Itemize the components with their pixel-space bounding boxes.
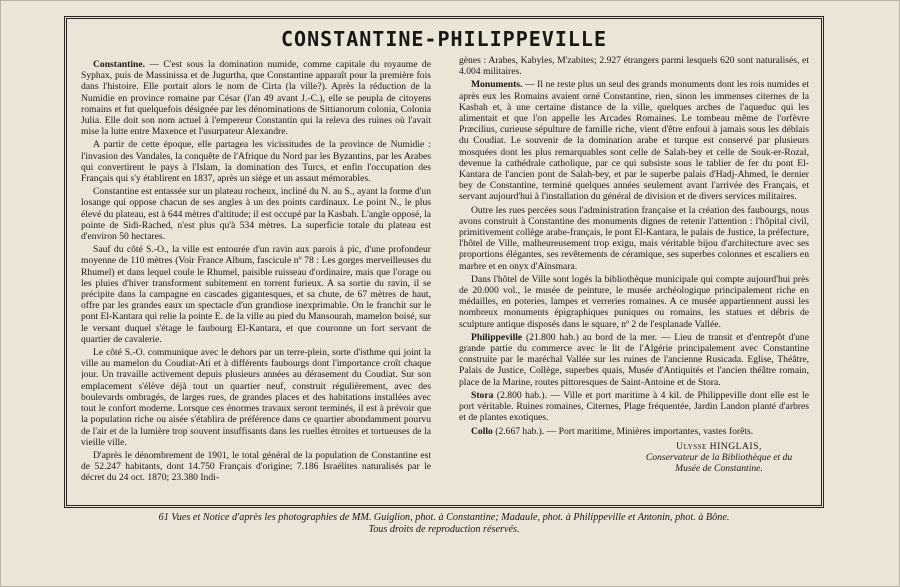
paragraph: Sauf du côté S.-O., la ville est entourée d'un ravin aux parois à pic, d'une profondeur moyenne de 110 mètres (Voir France Album, fascicule nº 78 : Les gorges merveilleuses du Rhumel) et dans lequel coule le Rhumel, paisible ruisseau d'ordinaire, mais que l'orage ou les pluies d'hiver transforment subitement en torrent furieux. A sa sortie du ravin, il se précipite dans la campagne en cascades gigantesques, et sa chute, de 67 mètres de haut, offre par les grandes eaux un spectacle d'un grandiose inexprimable. On le franchit sur le pont El-Kantara qui relie la pointe E. de la ville au pied du Mansourah, mamelon boisé, sur le versant duquel s'étage le faubourg El-Kantara, et que couronne un fort servant de quartier de cavalerie. bbox=[81, 244, 431, 345]
signature bbox=[629, 441, 809, 474]
left-column bbox=[81, 59, 431, 504]
right-column bbox=[459, 55, 809, 495]
paragraph: Monuments. — Il ne reste plus un seul des grands monuments dont les rois numides et après eux les Romains avaient orné Constantine, rien, sinon les immenses citernes de la Kasbah et, à une certaine distance de la ville, quelques arches de l'aqueduc qui les alimentait et que l'on appelle les Arcades Romaines. Le tombeau même de l'orfèvre Præcilius, curieuse sépulture de famille riche, vient d'être enfoui à jamais sous les déblais du Coudiat. Le souvenir de la domination arabe et turque est conservé par plusieurs mosquées dont les plus remarquables sont celle de Salah-bey et celle de Souk-er-Rozal, devenue la cathédrale catholique, par ce qui subsiste sous le tablier de fer du pont El-Kantara de l'ancien pont de Salah-bey, et par le superbe palais d'Hadj-Ahmed, le dernier bey de Constantine, terminé quelques années seulement avant l'arrivée des Français, et servant aujourd'hui à l'installation du général de division et de divers services militaires. bbox=[459, 79, 809, 203]
paragraph: D'après le dénombrement de 1901, le total général de la population de Constantine est de 52.247 habitants, dont 14.750 Français d'origine; 7.186 Israélites naturalisés par le décret du 24 oct. 1870; 23.380 Indi- bbox=[81, 449, 431, 484]
paragraph: Constantine est entassée sur un plateau rocheux, incliné du N. au S., ayant la forme d'un losange qui oppose chacun de ses angles à un des points cardinaux. Le point N., le plus élevé du plateau, est à 644 mètres d'altitude; il est occupé par la Kasbah. L'angle opposé, la pointe de Sidi-Rached, n'est plus qu'à 534 mètres. La superficie totale du plateau est d'environ 50 hectares. bbox=[81, 186, 431, 243]
author-role: Musée de Constantine. bbox=[675, 462, 763, 474]
paragraph: Collo (2.667 hab.). — Port maritime, Minières importantes, vastes forêts. bbox=[471, 425, 754, 437]
author-name: Ulysse HINGLAIS, bbox=[676, 440, 762, 452]
section-heading: Monuments. bbox=[471, 79, 523, 91]
paragraph: Stora (2.800 hab.). — Ville et port maritime à 4 kil. de Philippeville dont elle est le port véritable. Ruines romaines, Citernes, Plage fréquentée, Jardin Landon planté d'arbres et de plantes exotiques. bbox=[459, 389, 809, 424]
paragraph: Dans l'hôtel de Ville sont logés la bibliothèque municipale qui compte aujourd'hui près de 20.000 vol., le musée de peinture, le musée archéologique principalement riche en médailles, en poteries, lampes et verreries romaines. A ce musée appartiennent aussi les nombreux monuments épigraphiques puniques ou romains, les statues et débris de sculpture antique disposés dans le square, nº 2 de l'esplanade Vallée. bbox=[459, 273, 809, 330]
page-title: CONSTANTINE-PHILIPPEVILLE bbox=[280, 27, 608, 51]
paragraph: gènes : Arabes, Kabyles, M'zabites; 2.927 étrangers parmi lesquels 620 sont naturalisés, et 4.004 militaires. bbox=[459, 55, 809, 78]
rights-line: Tous droits de reproduction réservés. bbox=[368, 524, 520, 535]
text-frame bbox=[64, 16, 824, 508]
section-heading: Philippeville bbox=[471, 331, 523, 343]
footer-credits bbox=[64, 512, 824, 536]
credits-line: 61 Vues et Notice d'après les photographies de MM. Guiglion, phot. à Constantine; Madaule, phot. à Philippeville et Antonin, phot. à Bône. bbox=[158, 512, 730, 523]
section-heading: Constantine. bbox=[93, 59, 145, 70]
author-role: Conservateur de la Bibliothèque et du bbox=[645, 451, 793, 463]
section-heading: Stora bbox=[471, 389, 494, 401]
section-heading: Collo bbox=[471, 425, 493, 437]
paragraph: A partir de cette époque, elle partagea les vicissitudes de la province de Numidie : l'invasion des Vandales, la conquête de l'Afrique du Nord par les Byzantins, par les Arabes qui convertirent le pays à l'Islam, la domination des Turcs, et enfin l'occupation des Français qui s'y établirent en 1837, après un siège et un assaut mémorables. bbox=[81, 139, 431, 185]
paragraph: Philippeville (21.800 hab.) au bord de la mer. — Lieu de transit et d'entrepôt d'une grande partie du commerce avec le lit de l'Algérie principalement avec Constantine construite par le maréchal Vallée sur les ruines de l'ancienne Rusicada. Eglise, Théâtre, Palais de Justice, Collège, superbes quais, Musée d'Antiquités et l'ancien théâtre romain, place de la Marine, routes pittoresques de Saint-Antoine et de Stora. bbox=[459, 331, 809, 388]
paragraph: Outre les rues percées sous l'administration française et la création des faubourgs, nous avons construit à Constantine des monuments dignes de retenir l'attention : l'hôpital civil, primitivement collège arabe-français, le pont El-Kantara, le palais de Justice, la préfecture, l'hôtel de Ville, malheureusement trop exigu, mais véritable bijou d'architecture avec ses proportions élégantes, ses revêtements de céramique, ses superbes colonnes et escaliers en marbre et en onyx d'Aïnsmara. bbox=[459, 204, 809, 272]
paragraph: Constantine. — C'est sous la domination numide, comme capitale du royaume de Syphax, puis de Massinissa et de Jugurtha, que Constantine apparaît pour la première fois dans l'histoire. Elle portait alors le nom de Cirta (la ville?). Après la réduction de la Numidie en province romaine par César (l'an 49 avant J.-C.), elle se peupla de citoyens romains et fut quelquefois désignée par les dénominations de Sittianorum colonia, Colonia Julia. Elle doit son nom actuel à l'empereur Constantin qui la releva des ruines où l'avait mise la lutte entre Maxence et l'usurpateur Alexandre. bbox=[81, 59, 431, 138]
paragraph: Le côté S.-O. communique avec le dehors par un terre-plein, sorte d'isthme qui joint la ville au mamelon du Coudiat-Ati et à différents faubourgs dont l'importance croît chaque jour. Un travaille activement depuis plusieurs années au dérasement du Coudiat. Sur son emplacement s'élève déjà tout un quartier neuf, construit régulièrement, avec des boulevards ombragés, de larges rues, de grandes places et des habitations installées avec tout le confort moderne. Lorsque ces énormes travaux seront terminés, il est à prévoir que la population riche ou aisée s'établira de préférence dans ce quartier abondamment pourvu de l'air et de la lumière trop souvent insuffisants dans les ruelles étroites et tortueuses de la vieille ville. bbox=[81, 347, 431, 448]
